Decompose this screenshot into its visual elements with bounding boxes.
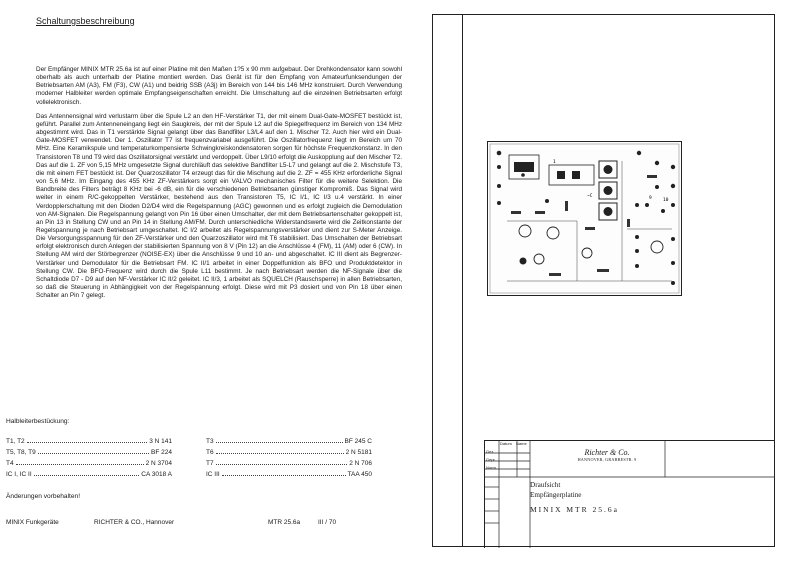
title-block-label: Gez. [486, 449, 495, 454]
semiconductor-name: T3 [206, 438, 214, 445]
drawing-model: MINIX MTR 25.6a [530, 505, 619, 514]
paragraph-circuit: Das Antennensignal wird verlustarm über die Spule L2 an den HF-Verstärker T1, der mit einem Dual-Gate-MOSFET bestückt ist, geführt. Parallel zum Antenneneingang liegt ein Saugkreis, der mit der Spule L2 auf die Spiegelfrequenz im Bereich von 134 MHz abgestimmt wird. Das in T1 verstärkte Signal gelangt über das Bandfilter L3/L4 auf den 1. Mischer T2. Auch hier wird ein Dual-Gate-MOSFET verwendet. Der 1. Oszillator T7 ist frequenzvariabel ausgeführt. Die Oszillatorfrequenz liegt im Bereich um 70 MHz. Eine Keramikspule und temperaturkompensierte Schwingkreiskondensatoren sorgen für höchste Frequenzkonstanz. In den Transistoren T8 und T9 wird das Oszillatorsignal verstärkt und verdoppelt. Über L9/10 erfolgt die Auskopplung auf den Mischer T2. Das auf die 1. ZF von 5,15 MHz umgesetzte Signal durchläuft das selektive Bandfilter L5-L7 und gelangt auf die 2. Mischstufe T3, die mit einem FET bestückt ist. Der Quarzoszillator T4 erzeugt das für die Mischung auf die 2. ZF = 455 KHz erforderliche Signal von 5,6 MHz. Im Eingang des 455 KHz ZF-Verstärkers sorgt ein VALVO mechanisches Filter für die weitere Selektion. Die Bandbreite des Filters beträgt 8 KHz bei -6 dB, ein für die verschiedenen Betriebsarten günstiger Kompromiß. Das Signal wird weiter in einem R/C-gekoppelten Verstärker, bestehend aus den Transistoren T5, IC I/1, IC I/3 u.4 verstärkt. In einer Verdopplerschaltung mit den Dioden D2/D4 wird die Regelspannung (AGC) gewonnen und es erfolgt zugleich die Demodulation von AM-Signalen. Die Regelspannung gelangt von Pin 16 über einen Umschalter, der mit dem Betriebsartenschalter gekoppelt ist, an Pin 13 in Stellung CW und an Pin 14 in Stellung AM/FM. Durch unterschiedliche Widerstandswerte wird die Zeitkonstante der Regelspannung je nach Betriebsart umgeschaltet. IC I/2 arbeitet als Regelspannungsverstärker und dient zur S-Meter Anzeige. Die Versorgungsspannung für den ZF-Verstärker und den Quarzoszillator wird mit T6 stabilisiert. Das Umschalten der Betriebsart erfolgt elektronisch durch Anlegen der stabilisierten Spannung von 8 V (Pin 12) an die Anschlüsse 4 (FM), 11 (AM) oder 6 (CW). In Stellung AM wird der Störbegrenzer (NOISE-EX) über die Anschlüsse 9 und 10 an- und abgeschaltet. IC III dient als Begrenzer-Verstärker und Demodulator für die Betriebsart FM. IC II/1 arbeitet in einer Doppelfunktion als BFO und Produktdetektor in Stellung CW. Die BFO-Frequenz wird durch die Spule L11 bestimmt. Je nach Betriebsart werden die NF-Signale über die Schaltdiode D7 - D9 auf den NF-Verstärker IC II/2 geleitet. IC II/3, 1 arbeitet als SQUELCH (Rauschsperre) in allen Betriebsarten, so daß die Steuerung in Abhängigkeit von der Regelspannung erfolgt. Diese wird mit P3 dosiert und von Pin 18 über einen Schalter an Pin 7 gelegt. [36, 112, 402, 300]
body-text [36, 66, 402, 306]
semiconductor-value: CA 3018 A [141, 471, 172, 478]
drawing-desc-line: Draufsicht [530, 481, 561, 489]
pcb-top-view [487, 141, 682, 296]
title-block-label: Name [516, 441, 527, 446]
paragraph-intro: Der Empfänger MINIX MTR 25.6a ist auf einer Platine mit den Maßen 1?5 x 90 mm aufgebaut. Der Drehkondensator kann sowohl oberhalb als auch unterhalb der Platine montiert werden. Das Gerät ist für den Empfang von Amateurfunksendungen der Betriebsarten AM (A3), FM (F3), CW (A1) und beidrig SSB (A3j) im Bereich von 144 bis 146 MHz konstruiert. Durch Verwendung moderner Halbleiter werden optimale Empfangseigenschaften erreicht. Die Umschaltung auf die einzelnen Betriebsarten erfolgt vollelektronisch. [36, 66, 402, 106]
section-title: Schaltungsbeschreibung [36, 16, 135, 26]
footer-edition: III / 70 [318, 519, 337, 526]
firm-address: HANNOVER, GRABBESTR. 9 [577, 457, 637, 462]
semiconductor-name: IC III [206, 471, 220, 478]
semiconductor-item [206, 471, 372, 478]
board-label: 9 [649, 196, 652, 201]
semiconductor-name: T1, T2 [6, 438, 25, 445]
semiconductor-item [206, 449, 372, 456]
title-block-firm [552, 448, 662, 462]
semiconductor-item [206, 438, 372, 445]
semiconductor-value: 2 N 706 [349, 460, 372, 467]
semiconductor-value: 2 N 5181 [345, 449, 372, 456]
semiconductors-title: Halbleiterbestückung: [6, 418, 70, 425]
board-label: ~C [587, 194, 593, 199]
footer-model: MTR 25.6a [268, 519, 301, 526]
semiconductor-value: BF 224 [151, 449, 172, 456]
drawing-description [530, 480, 582, 500]
semiconductor-name: T6 [206, 449, 214, 456]
semiconductor-name: T4 [6, 460, 14, 467]
board-label: 10 [663, 198, 669, 203]
semiconductor-name: T5, T8, T9 [6, 449, 36, 456]
semiconductor-item [6, 438, 172, 445]
semiconductor-item [6, 471, 172, 478]
semiconductor-value: BF 245 C [344, 438, 372, 445]
footer-brand: MINIX Funkgeräte [6, 519, 59, 526]
semiconductor-value: 2 N 3704 [145, 460, 172, 467]
semiconductor-name: T7 [206, 460, 214, 467]
footer-company: RICHTER & CO., Hannover [94, 519, 175, 526]
board-label: 1 [553, 160, 556, 165]
changes-note: Änderungen vorbehalten! [6, 493, 81, 500]
semiconductor-row [6, 460, 372, 471]
title-block-label: Datum [500, 441, 512, 446]
semiconductor-row [6, 438, 372, 449]
semiconductor-item [206, 460, 372, 467]
title-block-label: Norm. [486, 465, 497, 470]
semiconductor-item [6, 460, 172, 467]
drawing-desc-line: Empfängerplatine [530, 491, 582, 499]
semiconductor-name: IC I, IC II [6, 471, 32, 478]
semiconductor-value: 3 N 141 [149, 438, 172, 445]
semiconductor-value: TAA 450 [347, 471, 372, 478]
title-block-label: Gepr. [486, 457, 496, 462]
semiconductor-row [6, 471, 372, 482]
semiconductor-row [6, 449, 372, 460]
semiconductor-item [6, 449, 172, 456]
firm-name: Richter & Co. [584, 448, 630, 457]
binding-margin-line [462, 14, 463, 547]
